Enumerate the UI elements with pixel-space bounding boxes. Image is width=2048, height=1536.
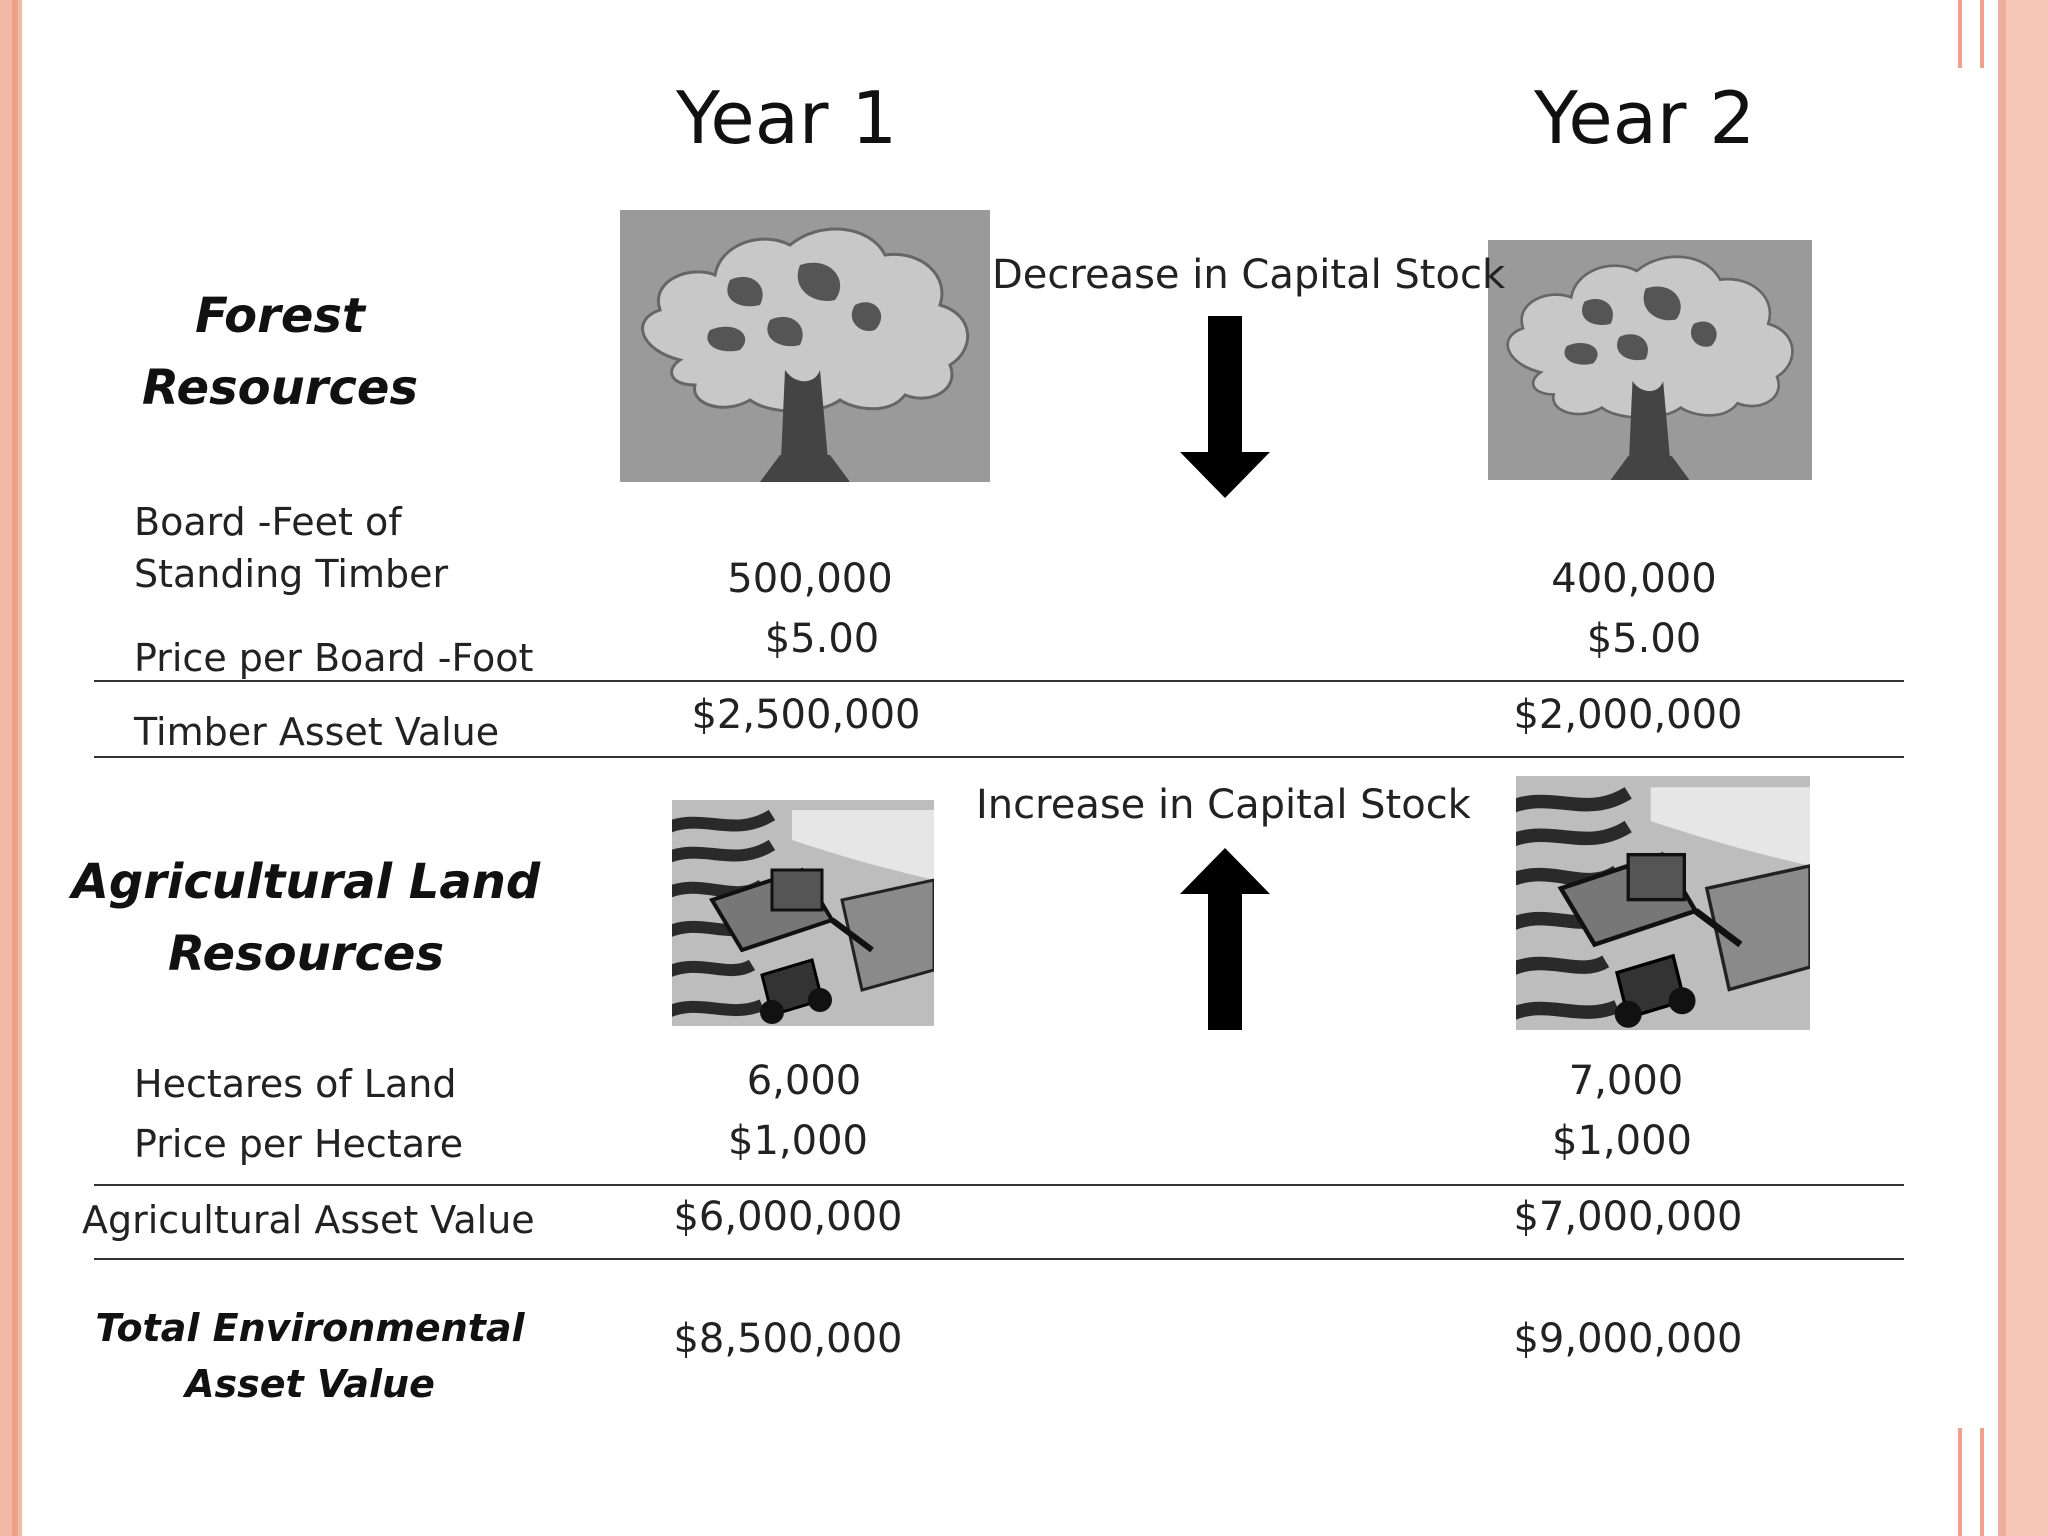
divider: [94, 756, 1904, 758]
timber-asset-value-year1: $2,500,000: [691, 692, 921, 738]
harvester-field-icon: [1516, 776, 1810, 1030]
year2-header: Year 2: [1534, 76, 1756, 160]
board-feet-label-line1: Board -Feet of: [134, 500, 402, 544]
agriculture-change-label: Increase in Capital Stock: [976, 782, 1471, 828]
agriculture-title-line1: Agricultural Land: [71, 854, 541, 910]
forest-section-title: [100, 280, 460, 424]
tree-icon: [620, 210, 990, 482]
board-feet-label-line2: Standing Timber: [134, 552, 449, 596]
price-per-board-foot-year1: $5.00: [764, 616, 880, 662]
board-feet-year1: 500,000: [727, 556, 893, 602]
hectares-year1: 6,000: [746, 1058, 862, 1104]
agricultural-asset-value-year1: $6,000,000: [673, 1194, 903, 1240]
agriculture-title-line2: Resources: [167, 926, 445, 982]
hectares-label: Hectares of Land: [134, 1062, 457, 1106]
price-per-hectare-year2: $1,000: [1552, 1118, 1692, 1164]
left-border-accent-line: [12, 0, 18, 1536]
arrow-down-icon: [1178, 316, 1272, 500]
tree-icon: [1488, 240, 1812, 480]
total-year2: $9,000,000: [1513, 1316, 1743, 1362]
price-per-hectare-label: Price per Hectare: [134, 1122, 464, 1166]
board-feet-year2: 400,000: [1551, 556, 1717, 602]
hectares-year2: 7,000: [1568, 1058, 1684, 1104]
price-per-board-foot-label: Price per Board -Foot: [134, 636, 534, 680]
year1-header: Year 1: [676, 76, 898, 160]
timber-asset-value-year2: $2,000,000: [1513, 692, 1743, 738]
total-environmental-asset-label: [80, 1300, 540, 1412]
left-border-accent: [0, 0, 22, 1536]
total-label-line1: Total Environmental: [95, 1306, 525, 1350]
right-border-notch-top: [1958, 0, 1998, 68]
price-per-hectare-year1: $1,000: [728, 1118, 868, 1164]
harvester-field-icon: [672, 800, 934, 1026]
agricultural-asset-value-year2: $7,000,000: [1513, 1194, 1743, 1240]
timber-asset-value-label: Timber Asset Value: [134, 710, 500, 754]
forest-title-line1: Forest: [195, 288, 365, 344]
right-border-notch-bottom: [1958, 1428, 1998, 1536]
total-year1: $8,500,000: [673, 1316, 903, 1362]
forest-change-label: Decrease in Capital Stock: [992, 252, 1506, 298]
board-feet-label: [134, 496, 448, 600]
divider: [94, 1258, 1904, 1260]
arrow-up-icon: [1178, 846, 1272, 1030]
total-label-line2: Asset Value: [185, 1362, 435, 1406]
price-per-board-foot-year2: $5.00: [1586, 616, 1702, 662]
agriculture-section-title: [56, 846, 556, 990]
divider: [94, 680, 1904, 682]
divider: [94, 1184, 1904, 1186]
forest-title-line2: Resources: [141, 360, 419, 416]
right-border-accent-line: [1998, 0, 2006, 1536]
agricultural-asset-value-label: Agricultural Asset Value: [82, 1198, 535, 1242]
